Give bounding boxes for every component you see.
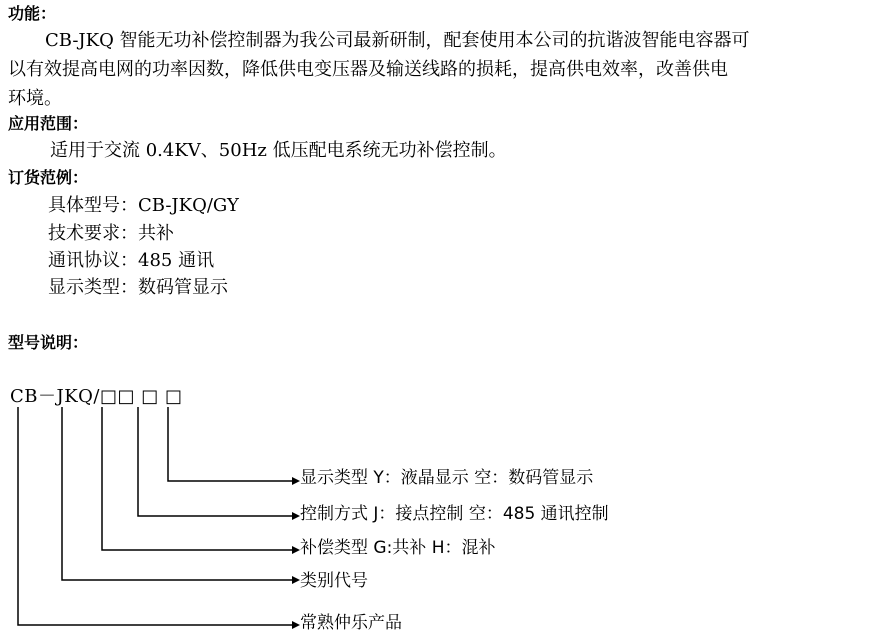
- application-heading: 应用范围：: [8, 114, 89, 133]
- function-heading: 功能：: [8, 4, 57, 23]
- arrow-compensation-type: [292, 546, 300, 554]
- bracket-line-compensation-type: [102, 407, 292, 550]
- arrow-control-method: [292, 512, 300, 520]
- model-code: CB－JKQ/□□ □ □: [10, 386, 183, 407]
- label-compensation-type: 补偿类型 G:共补 H：混补: [300, 538, 496, 558]
- bracket-line-control-method: [138, 407, 292, 516]
- label-product: 常熟仲乐产品: [300, 613, 402, 633]
- label-category-code: 类别代号: [300, 571, 368, 591]
- order-item-model: 具体型号：CB-JKQ/GY: [48, 195, 239, 216]
- order-item-tech-req: 技术要求：共补: [48, 223, 174, 244]
- model-explanation-heading: 型号说明：: [8, 333, 89, 352]
- arrow-category-code: [292, 576, 300, 584]
- label-control-method: 控制方式 J：接点控制 空：485 通讯控制: [300, 504, 609, 524]
- function-para-line-2: 以有效提高电网的功率因数，降低供电变压器及输送线路的损耗，提高供电效率，改善供电: [8, 59, 728, 80]
- order-item-protocol: 通讯协议：485 通讯: [48, 250, 215, 271]
- label-display-type: 显示类型 Y：液晶显示 空：数码管显示: [300, 468, 594, 488]
- order-example-heading: 订货范例：: [8, 168, 89, 187]
- bracket-line-display-type: [168, 407, 292, 481]
- application-text: 适用于交流 0.4KV、50Hz 低压配电系统无功补偿控制。: [50, 140, 507, 161]
- arrow-display-type: [292, 477, 300, 485]
- function-para-line-1: CB-JKQ 智能无功补偿控制器为我公司最新研制，配套使用本公司的抗谐波智能电容器可: [45, 30, 750, 51]
- arrow-product: [292, 621, 300, 629]
- bracket-line-category-code: [62, 407, 292, 580]
- function-para-line-3: 环境。: [8, 88, 62, 109]
- order-item-display: 显示类型：数码管显示: [48, 277, 228, 298]
